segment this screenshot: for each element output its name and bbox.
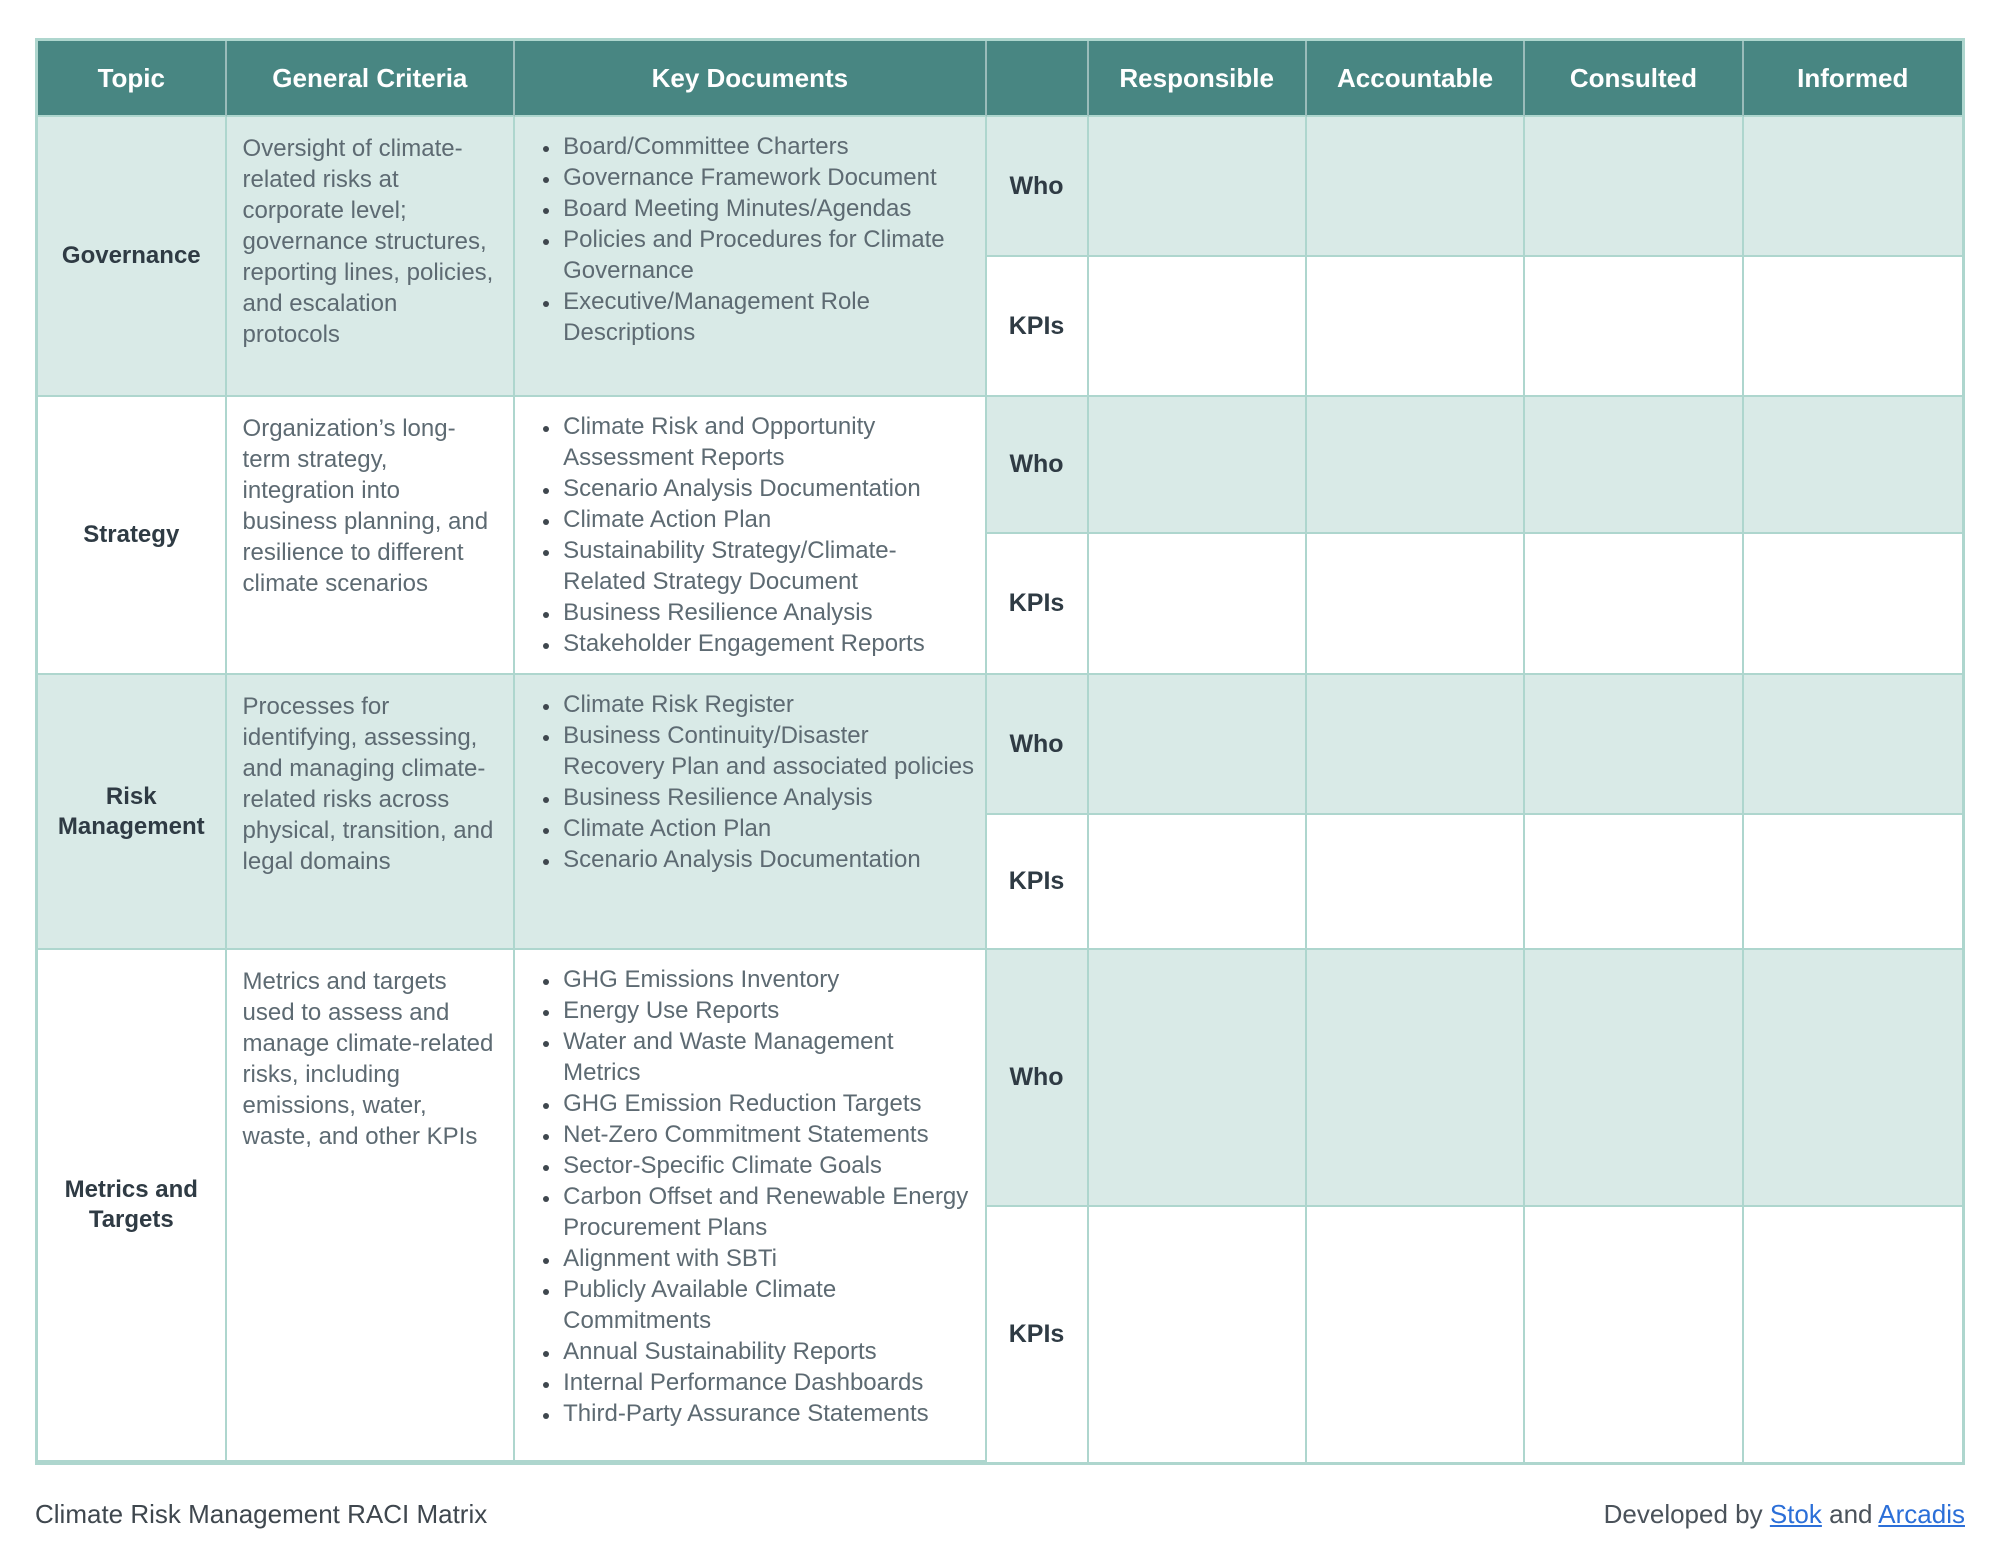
matrix-cell bbox=[1744, 1207, 1962, 1462]
table-row bbox=[38, 117, 1962, 257]
matrix-cell bbox=[1089, 950, 1307, 1207]
matrix-cell bbox=[1744, 534, 1962, 675]
matrix-cell bbox=[1089, 1207, 1307, 1462]
column-header-general-criteria: General Criteria bbox=[227, 41, 516, 117]
list-item: • Carbon Offset and Renewable Energy Procurement Plans bbox=[561, 1181, 974, 1243]
column-header-consulted: Consulted bbox=[1525, 41, 1743, 117]
list-item: • Water and Waste Management Metrics bbox=[561, 1026, 974, 1088]
list-item: • Energy Use Reports bbox=[561, 995, 974, 1026]
header-row bbox=[38, 41, 1962, 117]
matrix-cell bbox=[1525, 397, 1743, 534]
documents-cell-strategy bbox=[515, 397, 986, 675]
topic-cell-metrics-and-targets: Metrics and Targets bbox=[38, 950, 227, 1462]
list-item: • Climate Risk and Opportunity Assessment Reports bbox=[561, 411, 974, 473]
list-item: • Executive/Management Role Descriptions bbox=[561, 286, 974, 348]
list-item: • Governance Framework Document bbox=[561, 162, 974, 193]
matrix-cell bbox=[1307, 1207, 1525, 1462]
row-label-kpis-risk-management: KPIs bbox=[987, 815, 1089, 950]
matrix-cell bbox=[1089, 675, 1307, 815]
list-item: • Board/Committee Charters bbox=[561, 131, 974, 162]
list-item: • Publicly Available Climate Commitments bbox=[561, 1274, 974, 1336]
matrix-cell bbox=[1089, 534, 1307, 675]
criteria-cell-governance: Oversight of climate-related risks at corporate level; governance structures, reporting lines, policies, and escalation protocols bbox=[227, 117, 516, 397]
column-header-key-documents: Key Documents bbox=[515, 41, 986, 117]
table-row bbox=[38, 397, 1962, 534]
table-row bbox=[38, 950, 1962, 1207]
matrix-cell bbox=[1525, 257, 1743, 397]
matrix-cell bbox=[1089, 117, 1307, 257]
raci-matrix-table bbox=[35, 38, 1965, 1465]
documents-list bbox=[521, 689, 974, 875]
matrix-cell bbox=[1525, 117, 1743, 257]
list-item: • Climate Action Plan bbox=[561, 813, 974, 844]
credit-prefix: Developed by bbox=[1603, 1499, 1770, 1529]
matrix-cell bbox=[1744, 815, 1962, 950]
row-label-kpis-strategy: KPIs bbox=[987, 534, 1089, 675]
row-label-who-strategy: Who bbox=[987, 397, 1089, 534]
row-label-kpis-governance: KPIs bbox=[987, 257, 1089, 397]
matrix-cell bbox=[1307, 257, 1525, 397]
column-header-rowlabel-spacer bbox=[987, 41, 1089, 117]
matrix-cell bbox=[1307, 397, 1525, 534]
document-title: Climate Risk Management RACI Matrix bbox=[35, 1499, 488, 1529]
arcadis-link[interactable]: Arcadis bbox=[1878, 1499, 1965, 1529]
matrix-cell bbox=[1744, 397, 1962, 534]
matrix-cell bbox=[1525, 815, 1743, 950]
matrix-cell bbox=[1744, 950, 1962, 1207]
matrix-cell bbox=[1307, 117, 1525, 257]
matrix-cell bbox=[1307, 534, 1525, 675]
row-label-kpis-metrics-and-targets: KPIs bbox=[987, 1207, 1089, 1462]
table-row bbox=[38, 675, 1962, 815]
list-item: • Policies and Procedures for Climate Governance bbox=[561, 224, 974, 286]
criteria-cell-risk-management: Processes for identifying, assessing, and managing climate-related risks across physical, transition, and legal domains bbox=[227, 675, 516, 950]
column-header-informed: Informed bbox=[1744, 41, 1962, 117]
matrix-cell bbox=[1525, 534, 1743, 675]
stok-link[interactable]: Stok bbox=[1769, 1499, 1822, 1529]
criteria-cell-metrics-and-targets: Metrics and targets used to assess and manage climate-related risks, including emissions, water, waste, and other KPIs bbox=[227, 950, 516, 1462]
list-item: • Third-Party Assurance Statements bbox=[561, 1398, 974, 1429]
matrix-cell bbox=[1744, 117, 1962, 257]
documents-cell-governance bbox=[515, 117, 986, 397]
footer bbox=[35, 1499, 1965, 1530]
matrix-cell bbox=[1744, 675, 1962, 815]
list-item: • Internal Performance Dashboards bbox=[561, 1367, 974, 1398]
matrix-cell bbox=[1307, 950, 1525, 1207]
documents-list bbox=[521, 411, 974, 659]
matrix-cell bbox=[1307, 815, 1525, 950]
credit-line bbox=[1604, 1499, 1965, 1530]
row-label-who-metrics-and-targets: Who bbox=[987, 950, 1089, 1207]
list-item: • Annual Sustainability Reports bbox=[561, 1336, 974, 1367]
list-item: • Business Resilience Analysis bbox=[561, 782, 974, 813]
list-item: • Net-Zero Commitment Statements bbox=[561, 1119, 974, 1150]
documents-cell-risk-management bbox=[515, 675, 986, 950]
column-header-responsible: Responsible bbox=[1089, 41, 1307, 117]
column-header-topic: Topic bbox=[38, 41, 227, 117]
topic-cell-governance: Governance bbox=[38, 117, 227, 397]
matrix-cell bbox=[1525, 950, 1743, 1207]
list-item: • GHG Emission Reduction Targets bbox=[561, 1088, 974, 1119]
list-item: • Sector-Specific Climate Goals bbox=[561, 1150, 974, 1181]
matrix-cell bbox=[1307, 675, 1525, 815]
list-item: • GHG Emissions Inventory bbox=[561, 964, 974, 995]
list-item: • Climate Risk Register bbox=[561, 689, 974, 720]
list-item: • Scenario Analysis Documentation bbox=[561, 473, 974, 504]
list-item: • Climate Action Plan bbox=[561, 504, 974, 535]
topic-cell-strategy: Strategy bbox=[38, 397, 227, 675]
topic-cell-risk-management: Risk Management bbox=[38, 675, 227, 950]
documents-list bbox=[521, 131, 974, 348]
list-item: • Scenario Analysis Documentation bbox=[561, 844, 974, 875]
matrix-cell bbox=[1089, 397, 1307, 534]
documents-list bbox=[521, 964, 974, 1429]
row-label-who-governance: Who bbox=[987, 117, 1089, 257]
matrix-cell bbox=[1525, 675, 1743, 815]
list-item: • Board Meeting Minutes/Agendas bbox=[561, 193, 974, 224]
list-item: • Alignment with SBTi bbox=[561, 1243, 974, 1274]
matrix-cell bbox=[1744, 257, 1962, 397]
list-item: • Stakeholder Engagement Reports bbox=[561, 628, 974, 659]
list-item: • Business Resilience Analysis bbox=[561, 597, 974, 628]
criteria-cell-strategy: Organization’s long-term strategy, integration into business planning, and resilience to different climate scenarios bbox=[227, 397, 516, 675]
credit-separator: and bbox=[1821, 1499, 1879, 1529]
list-item: • Business Continuity/Disaster Recovery Plan and associated policies bbox=[561, 720, 974, 782]
matrix-cell bbox=[1089, 815, 1307, 950]
column-header-accountable: Accountable bbox=[1307, 41, 1525, 117]
documents-cell-metrics-and-targets bbox=[515, 950, 986, 1462]
row-label-who-risk-management: Who bbox=[987, 675, 1089, 815]
matrix-cell bbox=[1089, 257, 1307, 397]
matrix-cell bbox=[1525, 1207, 1743, 1462]
list-item: • Sustainability Strategy/Climate-Related Strategy Document bbox=[561, 535, 974, 597]
